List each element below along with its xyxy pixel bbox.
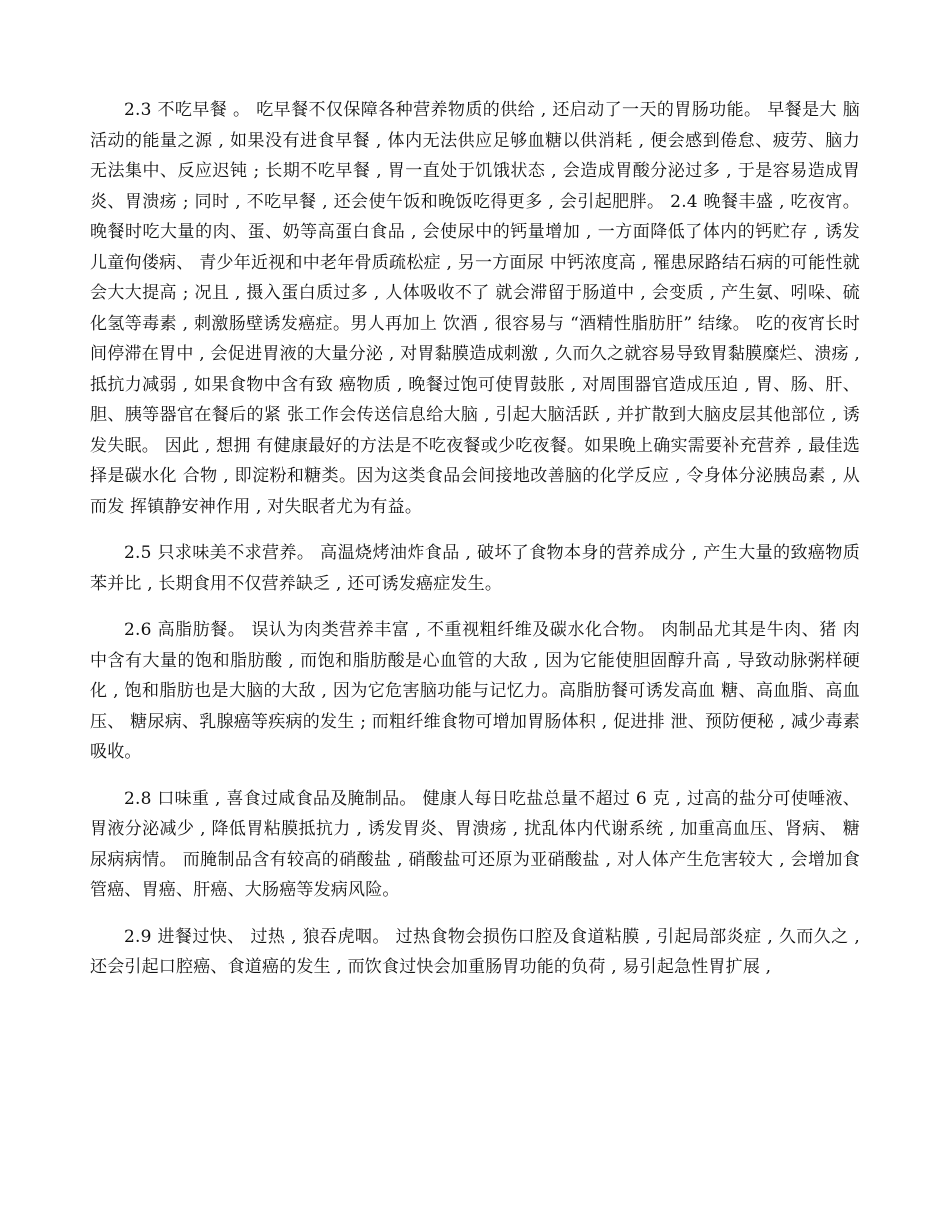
paragraph-eating-fast-hot: 2.9 进餐过快、 过热 , 狼吞虎咽。 过热食物会损伤口腔及食道粘膜 , 引起局部炎症 , 久而久之 , 还会引起口腔癌、食道癌的发生 , 而饮食过快会加重肠胃功能的负荷 , 易引起急性胃扩展 ,: [90, 926, 860, 977]
paragraph-breakfast-dinner: 2.3 不吃早餐 。 吃早餐不仅保障各种营养物质的供给 , 还启动了一天的胃肠功能。 早餐是大 脑活动的能量之源 , 如果没有进食早餐 , 体内无法供应足够血糖以供消耗 , 便会感到倦怠、疲劳、脑力无法集中、反应迟钝 ; 长期不吃早餐 , 胃一直处于饥饿状态 , 会造成胃酸分泌过多 , 于是容易造成胃炎、胃溃疡 ; 同时 , 不吃早餐 , 还会使午饭和晚饭吃得更多 , 会引起肥胖。 2.4 晚餐丰盛 , 吃夜宵。 晚餐时吃大量的肉、蛋、奶等高蛋白食品 , 会使尿中的钙量增加 , 一方面降低了体内的钙贮存 , 诱发儿童佝偻病、 青少年近视和中老年骨质疏松症 , 另一方面尿 中钙浓度高 , 罹患尿路结石病的可能性就会大大提高 ; 况且 , 摄入蛋白质过多 , 人体吸收不了 就会滞留于肠道中 , 会变质 , 产生氨、吲哚、硫化氢等毒素 , 刺激肠壁诱发癌症。男人再加上 饮酒 , 很容易与 “酒精性脂肪肝” 结缘。 吃的夜宵长时间停滞在胃中 , 会促进胃液的大量分泌 , 对胃黏膜造成刺激 , 久而久之就容易导致胃黏膜糜烂、溃疡 , 抵抗力减弱 , 如果食物中含有致 癌物质 , 晚餐过饱可使胃鼓胀 , 对周围器官造成压迫 , 胃、肠、肝、胆、胰等器官在餐后的紧 张工作会传送信息给大脑 , 引起大脑活跃 , 并扩散到大脑皮层其他部位 , 诱发失眠。 因此 , 想拥 有健康最好的方法是不吃夜餐或少吃夜餐。如果晚上确实需要补充营养 , 最佳选择是碳水化 合物 , 即淀粉和糖类。因为这类食品会间接地改善脑的化学反应 , 令身体分泌胰岛素 , 从而发 挥镇静安神作用 , 对失眠者尤为有益。: [90, 100, 860, 517]
document-body: [90, 95, 860, 999]
paragraph-taste-over-nutrition: 2.5 只求味美不求营养。 高温烧烤油炸食品 , 破坏了食物本身的营养成分 , 产生大量的致癌物质苯并比 , 长期食用不仅营养缺乏 , 还可诱发癌症发生。: [90, 543, 860, 594]
paragraph-high-fat-meal: 2.6 高脂肪餐。 误认为肉类营养丰富 , 不重视粗纤维及碳水化合物。 肉制品尤其是牛肉、猪 肉中含有大量的饱和脂肪酸 , 而饱和脂肪酸是心血管的大敌 , 因为它能使胆固醇升高 , 导致动脉粥样硬化 , 饱和脂肪也是大脑的大敌 , 因为它危害脑功能与记忆力。高脂肪餐可诱发高血 糖、高血脂、高血压、 糖尿病、乳腺癌等疾病的发生 ; 而粗纤维食物可增加胃肠体积 , 促进排 泄、预防便秘 , 减少毒素吸收。: [90, 620, 860, 762]
paragraph-salty-food: 2.8 口味重 , 喜食过咸食品及腌制品。 健康人每日吃盐总量不超过 6 克 , 过高的盐分可使唾液、胃液分泌减少 , 降低胃粘膜抵抗力 , 诱发胃炎、胃溃疡 , 扰乱体内代谢系统 , 加重高血压、肾病、 糖尿病病情。 而腌制品含有较高的硝酸盐 , 硝酸盐可还原为亚硝酸盐 , 对人体产生危害较大 , 会增加食管癌、胃癌、肝癌、大肠癌等发病风险。: [90, 788, 860, 900]
